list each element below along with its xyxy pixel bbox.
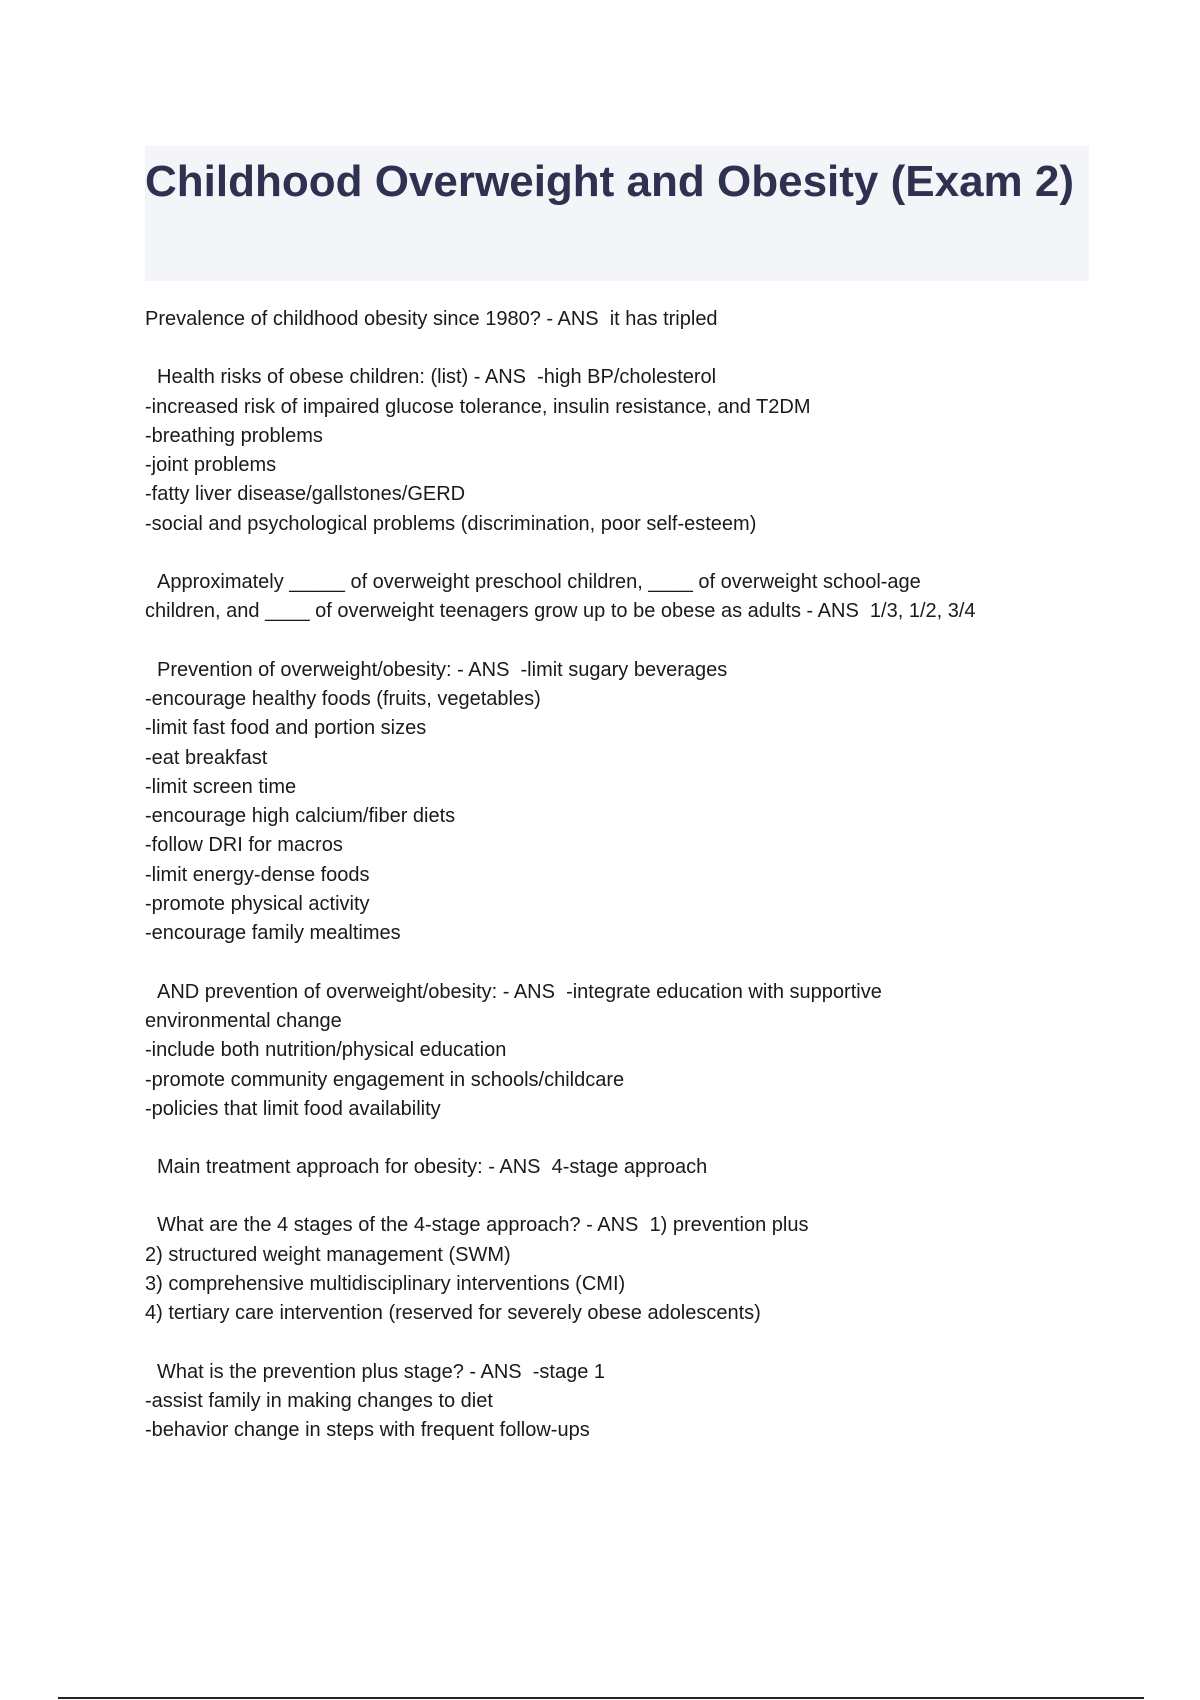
text-line: Prevalence of childhood obesity since 1980? - ANS it has tripled	[145, 308, 718, 330]
text-line: environmental change	[145, 1009, 342, 1032]
text-line: -include both nutrition/physical education	[145, 1039, 507, 1062]
qa-paragraph	[145, 305, 1095, 334]
qa-paragraph	[145, 363, 1095, 539]
document-body	[145, 305, 1095, 1475]
text-line: 2) structured weight management (SWM)	[145, 1243, 511, 1266]
text-line: -fatty liver disease/gallstones/GERD	[145, 483, 466, 506]
qa-paragraph	[145, 656, 1095, 949]
text-line: children, and ____ of overweight teenagers grow up to be obese as adults - ANS 1/3, 1/2, 3/4	[145, 600, 976, 623]
title-box	[145, 146, 1089, 281]
question-line: Approximately _____ of overweight preschool children, ____ of overweight school-age	[157, 571, 921, 594]
text-line: -promote physical activity	[145, 893, 370, 916]
footer-divider	[58, 1697, 1144, 1699]
text-line: -assist family in making changes to diet	[145, 1389, 493, 1412]
text-line: -eat breakfast	[145, 746, 268, 769]
text-line: 3) comprehensive multidisciplinary interventions (CMI)	[145, 1273, 626, 1296]
question-line: What is the prevention plus stage? - ANS -stage 1	[157, 1360, 606, 1383]
qa-paragraph	[145, 1358, 1095, 1446]
page-title: Childhood Overweight and Obesity (Exam 2)	[145, 157, 1075, 206]
text-line: -encourage high calcium/fiber diets	[145, 805, 456, 828]
text-line: -joint problems	[145, 454, 277, 477]
text-line: -breathing problems	[145, 424, 323, 447]
text-line: -limit energy-dense foods	[145, 863, 370, 886]
qa-paragraph	[145, 978, 1095, 1124]
question-line: Prevention of overweight/obesity: - ANS -limit sugary beverages	[157, 658, 728, 681]
text-line: -limit fast food and portion sizes	[145, 717, 427, 740]
text-line: 4) tertiary care intervention (reserved for severely obese adolescents)	[145, 1302, 761, 1325]
text-line: -social and psychological problems (discrimination, poor self-esteem)	[145, 512, 757, 535]
text-line: -promote community engagement in schools/childcare	[145, 1068, 625, 1091]
qa-paragraph	[145, 568, 1095, 627]
question-line: Main treatment approach for obesity: - ANS 4-stage approach	[157, 1156, 708, 1179]
question-line: AND prevention of overweight/obesity: - ANS -integrate education with supportive	[157, 980, 882, 1003]
text-line: -follow DRI for macros	[145, 834, 343, 857]
text-line: -behavior change in steps with frequent follow-ups	[145, 1419, 590, 1442]
text-line: -policies that limit food availability	[145, 1097, 441, 1120]
question-line: What are the 4 stages of the 4-stage approach? - ANS 1) prevention plus	[157, 1214, 809, 1237]
question-line: Health risks of obese children: (list) - ANS -high BP/cholesterol	[157, 366, 717, 389]
text-line: -limit screen time	[145, 775, 297, 798]
text-line: -encourage healthy foods (fruits, vegetables)	[145, 687, 541, 710]
text-line: -increased risk of impaired glucose tolerance, insulin resistance, and T2DM	[145, 395, 811, 418]
qa-paragraph	[145, 1211, 1095, 1328]
text-line: -encourage family mealtimes	[145, 922, 401, 945]
qa-paragraph	[145, 1153, 1095, 1182]
